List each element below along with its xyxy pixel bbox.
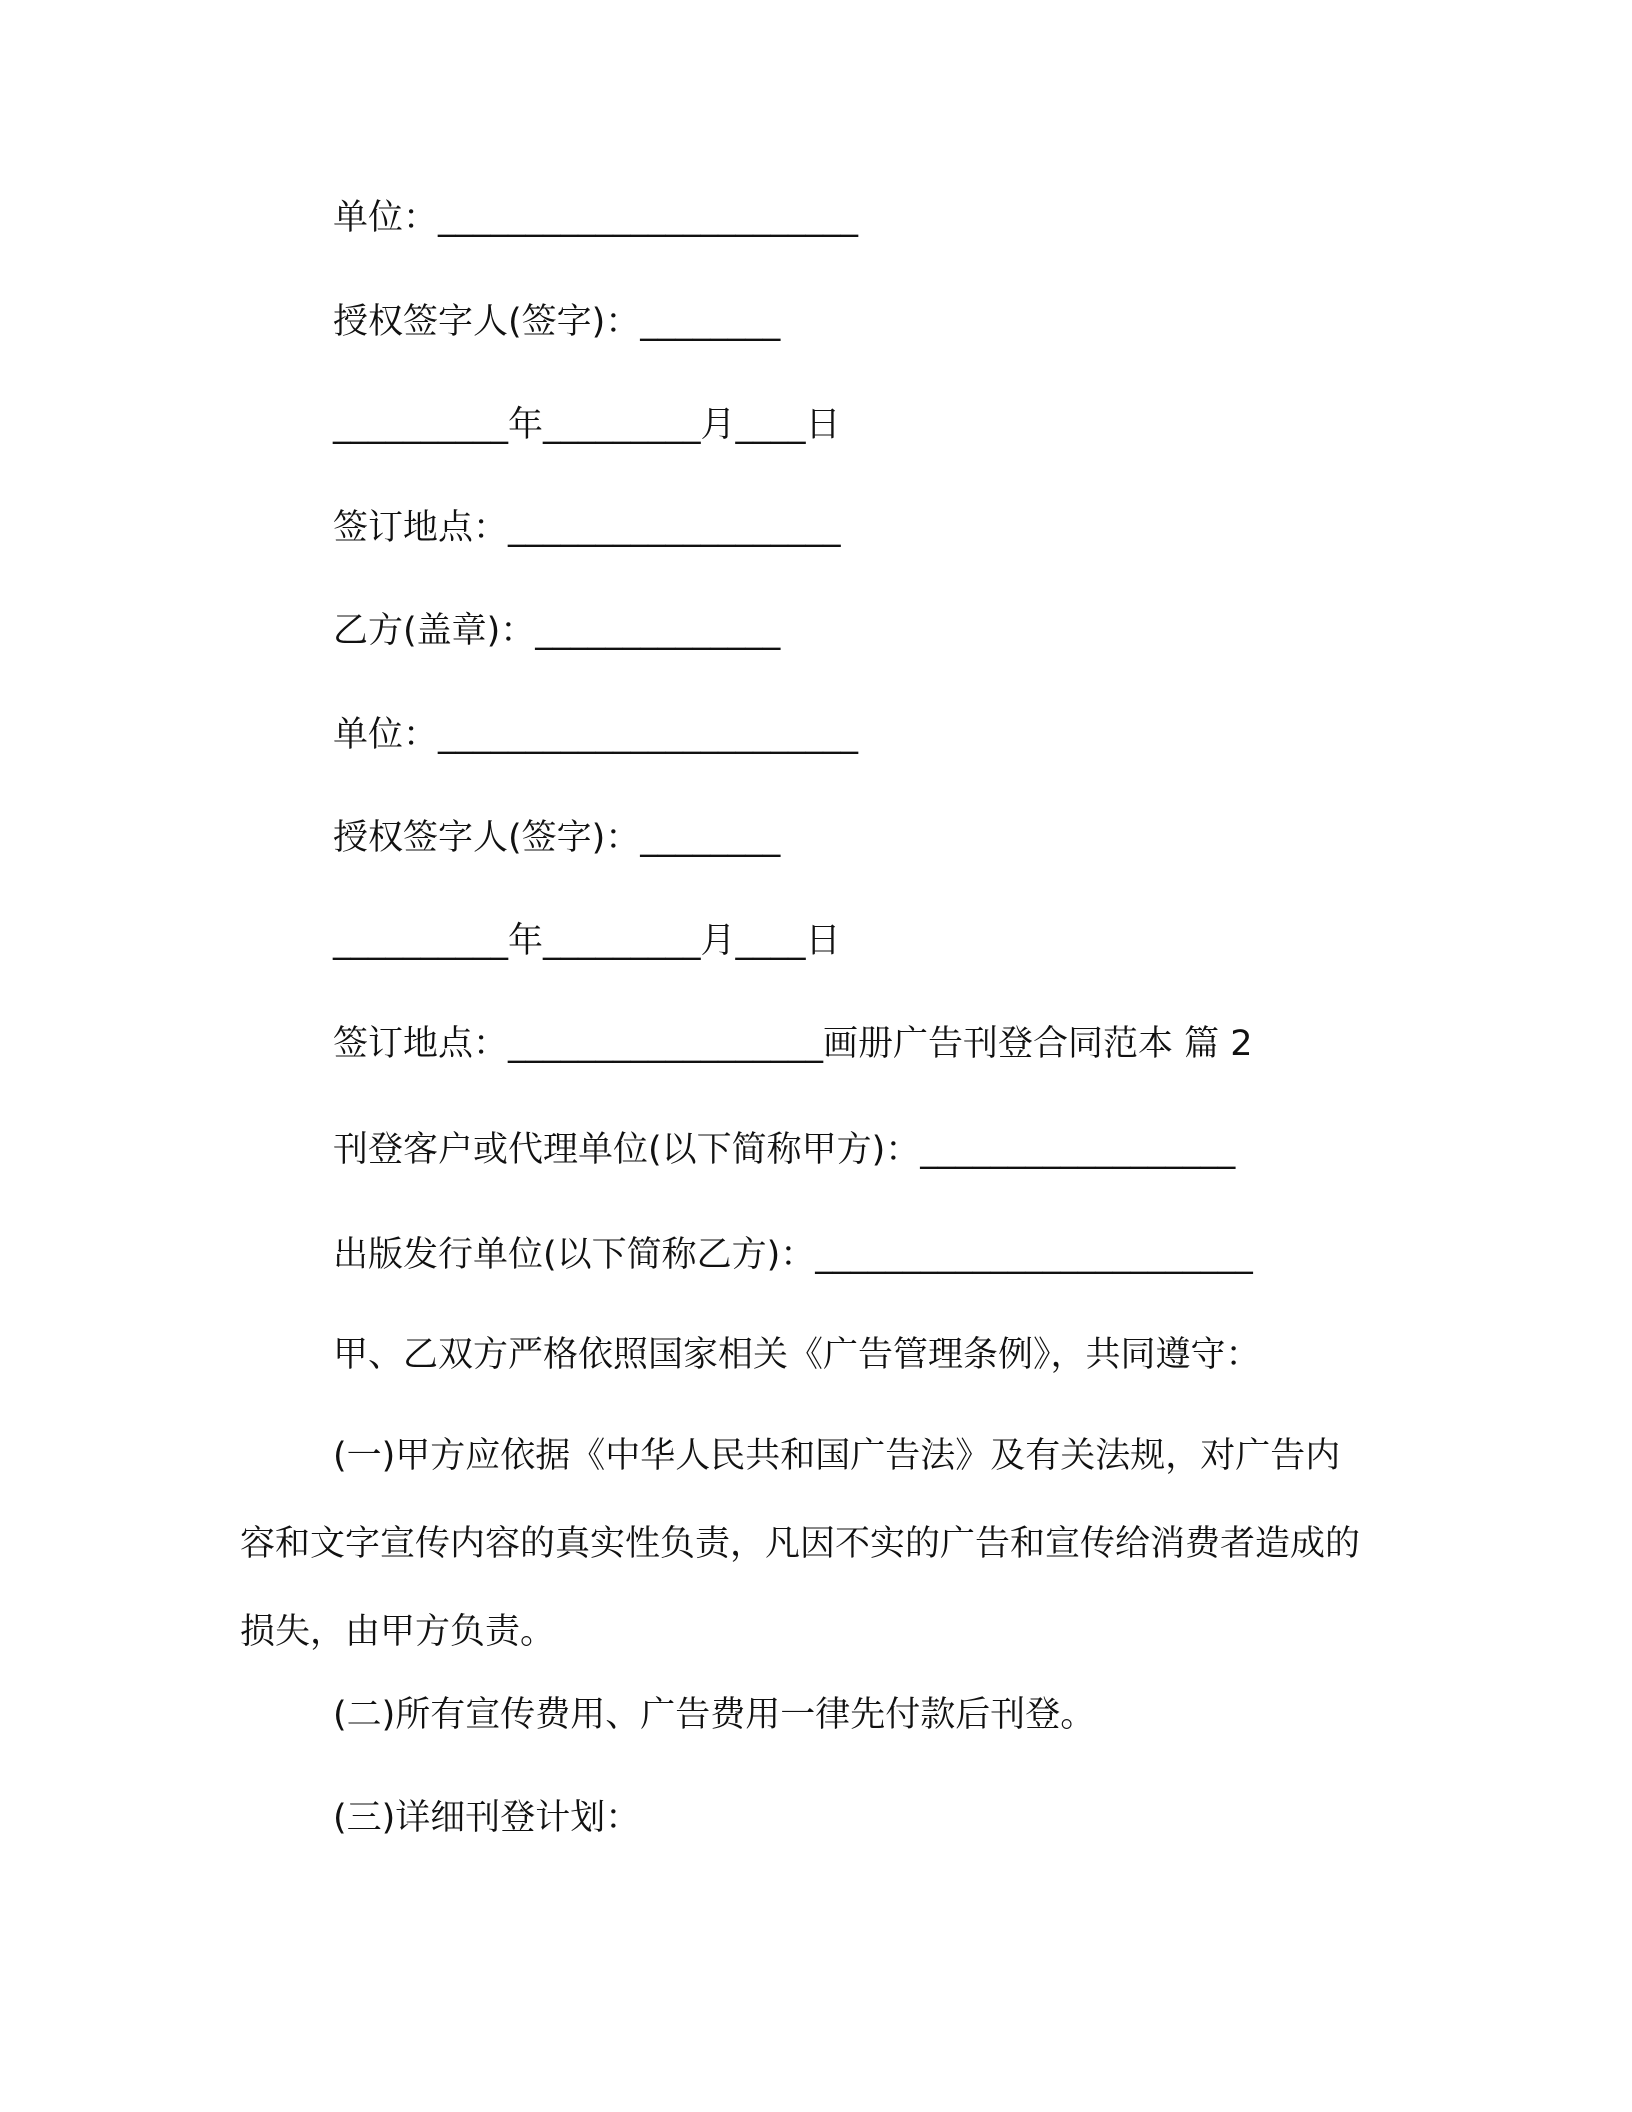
agreement-intro: 甲、乙双方严格依照国家相关《广告管理条例》，共同遵守： [333, 1335, 1261, 1375]
party-b-unit-line: 单位：________________________ [333, 715, 859, 755]
party-a-unit-line: 单位：________________________ [333, 198, 859, 238]
party-b-sign-place-and-section-title: 签订地点：__________________画册广告刊登合同范本 篇 2 [333, 1024, 1253, 1064]
party-a-sign-place-line: 签订地点：___________________ [333, 508, 841, 548]
party-b-seal-line: 乙方(盖章)：______________ [333, 611, 781, 651]
party-a-signatory-line: 授权签字人(签字)：________ [333, 302, 781, 342]
party-b-date-line: __________年_________月____日 [333, 921, 841, 961]
clause-three-paragraph: (三)详细刊登计划： [333, 1798, 641, 1838]
party-b-signatory-line: 授权签字人(签字)：________ [333, 818, 781, 858]
clause-one-text: (一)甲方应依据《中华人民共和国广告法》及有关法规，对广告内容和文字宣传内容的真实性负责，凡因不实的广告和宣传给消费者造成的损失，由甲方负责。 [240, 1436, 1361, 1652]
publisher-line: 出版发行单位(以下简称乙方)：_________________________ [333, 1235, 1253, 1275]
advertiser-line: 刊登客户或代理单位(以下简称甲方)：__________________ [333, 1130, 1236, 1170]
party-a-date-line: __________年_________月____日 [333, 405, 841, 445]
clause-two-paragraph: (二)所有宣传费用、广告费用一律先付款后刊登。 [333, 1695, 1096, 1735]
clause-one-paragraph [240, 1412, 1370, 1676]
